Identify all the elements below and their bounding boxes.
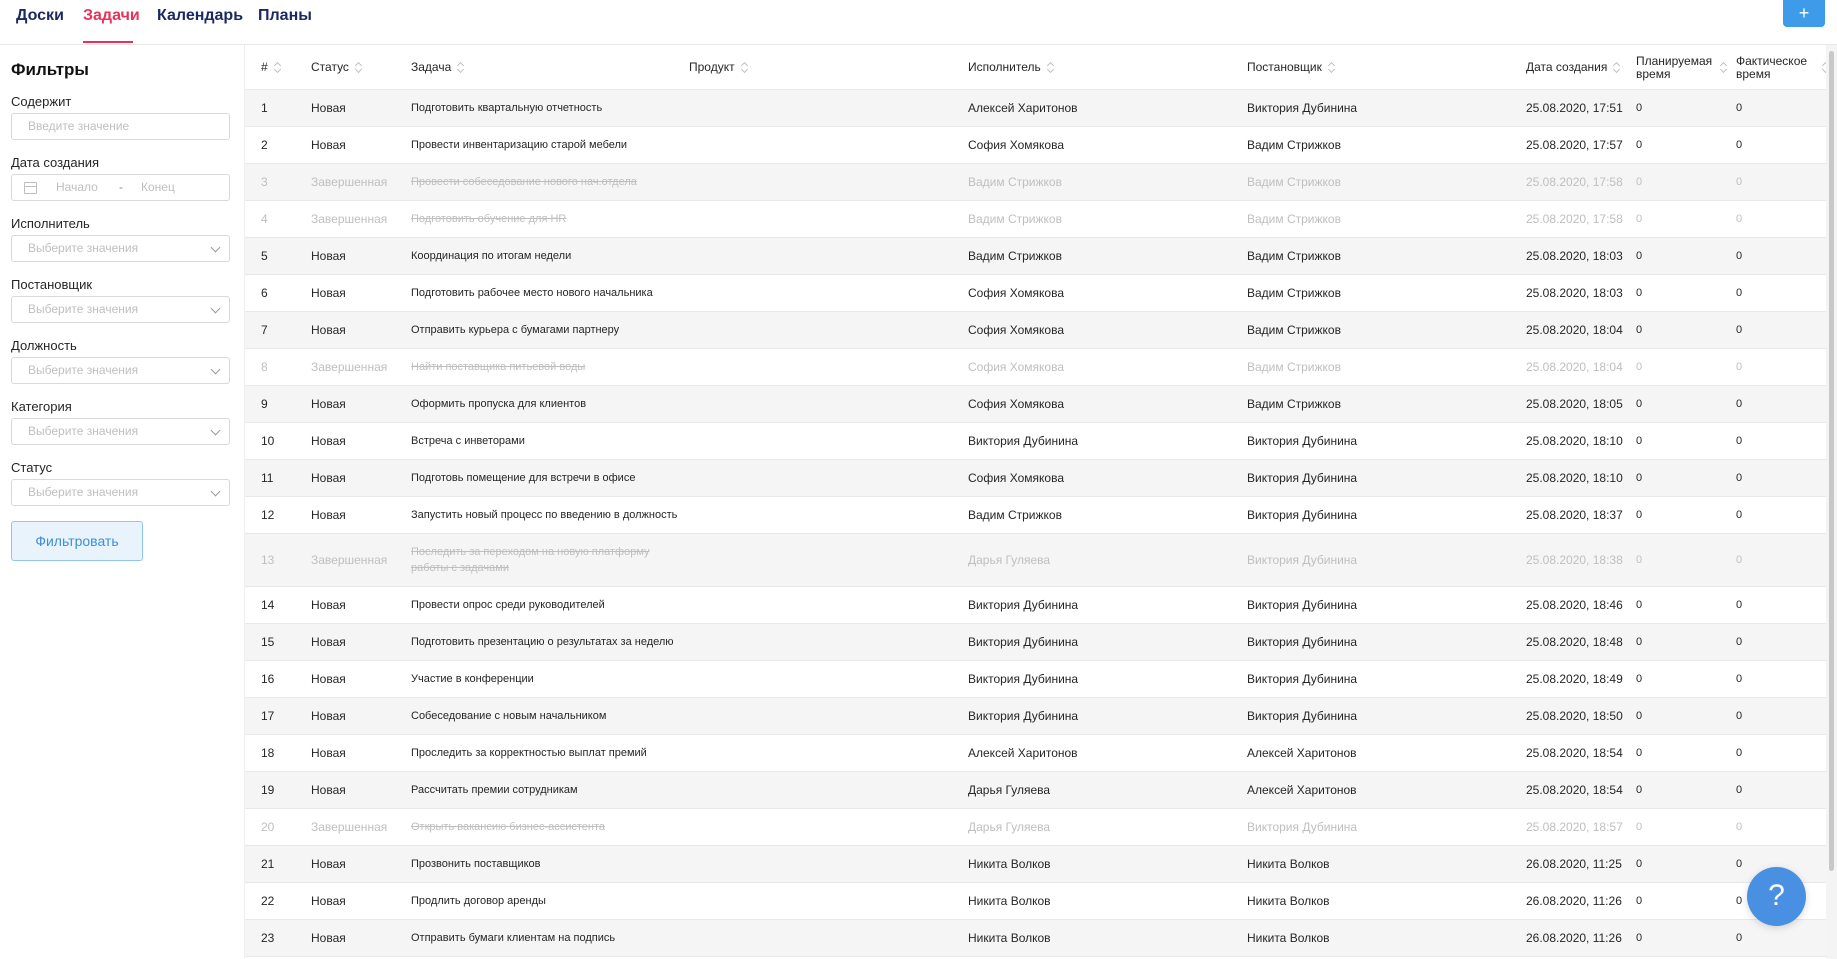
table-row[interactable] <box>245 661 1837 698</box>
cell-task: Провести опрос среди руководителей <box>411 599 605 611</box>
cell-created: 25.08.2020, 18:37 <box>1526 508 1623 522</box>
cell-assignee: Вадим Стрижков <box>968 249 1062 263</box>
cell-reporter: Виктория Дубинина <box>1247 553 1358 567</box>
cell-assignee: Дарья Гуляева <box>968 553 1051 567</box>
cell-created: 25.08.2020, 18:10 <box>1526 471 1623 485</box>
cell-status: Завершенная <box>311 175 388 189</box>
cell-planned-time: 0 <box>1636 599 1643 611</box>
status-placeholder: Выберите значения <box>28 485 139 499</box>
cell-planned-time: 0 <box>1636 554 1643 566</box>
cell-assignee: Вадим Стрижков <box>968 212 1062 226</box>
cell-reporter: Виктория Дубинина <box>1247 598 1358 612</box>
cell-status: Новая <box>311 286 346 300</box>
cell-created: 25.08.2020, 17:58 <box>1526 212 1623 226</box>
cell-planned-time: 0 <box>1636 324 1643 336</box>
filters-sidebar <box>0 45 245 959</box>
cell-actual-time: 0 <box>1736 324 1743 336</box>
cell-planned-time: 0 <box>1636 747 1643 759</box>
cell-reporter: Виктория Дубинина <box>1247 635 1358 649</box>
cell-planned-time: 0 <box>1636 710 1643 722</box>
cell-created: 25.08.2020, 18:54 <box>1526 783 1623 797</box>
cell-reporter: Никита Волков <box>1247 931 1330 945</box>
cell-reporter: Виктория Дубинина <box>1247 820 1358 834</box>
table-row[interactable] <box>245 201 1837 238</box>
cell-status: Новая <box>311 783 346 797</box>
cell-num: 5 <box>261 249 268 263</box>
cell-created: 25.08.2020, 17:57 <box>1526 138 1623 152</box>
cell-status: Новая <box>311 397 346 411</box>
active-tab-indicator <box>83 41 133 43</box>
cell-assignee: Виктория Дубинина <box>968 598 1079 612</box>
cell-planned-time: 0 <box>1636 435 1643 447</box>
sort-icon <box>1047 62 1055 73</box>
position-placeholder: Выберите значения <box>28 363 139 377</box>
cell-planned-time: 0 <box>1636 858 1643 870</box>
cell-reporter: Никита Волков <box>1247 894 1330 908</box>
cell-created: 25.08.2020, 18:38 <box>1526 553 1623 567</box>
cell-actual-time: 0 <box>1736 710 1743 722</box>
cell-created: 25.08.2020, 18:04 <box>1526 323 1623 337</box>
cell-created: 25.08.2020, 18:50 <box>1526 709 1623 723</box>
status-label: Статус <box>11 460 53 475</box>
cell-created: 25.08.2020, 18:54 <box>1526 746 1623 760</box>
tab-boards[interactable]: Доски <box>16 7 64 24</box>
table-row[interactable] <box>245 497 1837 534</box>
sort-icon <box>274 62 282 73</box>
table-row[interactable] <box>245 534 1837 587</box>
cell-reporter: Вадим Стрижков <box>1247 212 1341 226</box>
cell-task: Продлить договор аренды <box>411 895 546 907</box>
cell-created: 26.08.2020, 11:26 <box>1526 931 1622 945</box>
cell-created: 26.08.2020, 11:25 <box>1526 857 1622 871</box>
cell-planned-time: 0 <box>1636 509 1643 521</box>
top-navigation <box>0 0 1837 45</box>
cell-actual-time: 0 <box>1736 932 1743 944</box>
table-row[interactable] <box>245 846 1837 883</box>
cell-assignee: София Хомякова <box>968 397 1065 411</box>
cell-task: Участие в конференции <box>411 673 534 685</box>
assignee-label: Исполнитель <box>11 216 90 231</box>
cell-task: Прозвонить поставщиков <box>411 858 541 870</box>
cell-planned-time: 0 <box>1636 932 1643 944</box>
cell-num: 18 <box>261 746 275 760</box>
category-placeholder: Выберите значения <box>28 424 139 438</box>
cell-status: Новая <box>311 508 346 522</box>
tab-plans[interactable]: Планы <box>258 7 312 24</box>
created-date-label: Дата создания <box>11 155 100 170</box>
cell-assignee: София Хомякова <box>968 286 1065 300</box>
cell-task: Подготовить презентацию о результатах за неделю <box>411 636 674 648</box>
cell-num: 19 <box>261 783 275 797</box>
cell-reporter: Вадим Стрижков <box>1247 175 1341 189</box>
chevron-down-icon <box>211 365 221 375</box>
cell-num: 9 <box>261 397 268 411</box>
scrollbar-thumb[interactable] <box>1829 51 1834 871</box>
cell-reporter: Никита Волков <box>1247 857 1330 871</box>
cell-actual-time: 0 <box>1736 213 1743 225</box>
cell-task: Открыть вакансию бизнес-ассистента <box>411 821 606 833</box>
cell-assignee: София Хомякова <box>968 471 1065 485</box>
cell-status: Завершенная <box>311 553 388 567</box>
cell-planned-time: 0 <box>1636 784 1643 796</box>
cell-reporter: Алексей Харитонов <box>1247 746 1357 760</box>
cell-assignee: Алексей Харитонов <box>968 746 1078 760</box>
table-row[interactable] <box>245 460 1837 497</box>
cell-task: Подготовить квартальную отчетность <box>411 102 603 114</box>
cell-task: Запустить новый процесс по введению в должность <box>411 509 678 521</box>
cell-task: Подготовить рабочее место нового начальника <box>411 287 653 299</box>
table-row[interactable] <box>245 275 1837 312</box>
assignee-placeholder: Выберите значения <box>28 241 139 255</box>
cell-actual-time: 0 <box>1736 509 1743 521</box>
category-label: Категория <box>11 399 72 414</box>
cell-assignee: Алексей Харитонов <box>968 101 1078 115</box>
cell-num: 6 <box>261 286 268 300</box>
cell-created: 25.08.2020, 18:10 <box>1526 434 1623 448</box>
add-task-button[interactable]: + <box>1783 0 1825 27</box>
cell-task: Отправить курьера с бумагами партнеру <box>411 324 620 336</box>
column-header-reporter[interactable]: Постановщик <box>1247 45 1336 90</box>
cell-planned-time: 0 <box>1636 398 1643 410</box>
cell-status: Новая <box>311 598 346 612</box>
cell-task: Подготовить обучение для HR <box>411 213 567 225</box>
cell-actual-time: 0 <box>1736 176 1743 188</box>
cell-assignee: Никита Волков <box>968 931 1051 945</box>
cell-actual-time: 0 <box>1736 287 1743 299</box>
cell-status: Новая <box>311 894 346 908</box>
table-row[interactable] <box>245 587 1837 624</box>
cell-planned-time: 0 <box>1636 472 1643 484</box>
column-header-status[interactable]: Статус <box>311 45 363 90</box>
cell-actual-time: 0 <box>1736 472 1743 484</box>
cell-num: 11 <box>261 471 274 485</box>
cell-reporter: Вадим Стрижков <box>1247 323 1341 337</box>
filter-button[interactable]: Фильтровать <box>11 521 143 561</box>
cell-num: 21 <box>261 857 275 871</box>
cell-reporter: Вадим Стрижков <box>1247 249 1341 263</box>
reporter-label: Постановщик <box>11 277 93 292</box>
sort-icon <box>741 62 749 73</box>
cell-status: Новая <box>311 101 346 115</box>
cell-assignee: Никита Волков <box>968 894 1051 908</box>
cell-created: 25.08.2020, 18:05 <box>1526 397 1623 411</box>
table-row[interactable] <box>245 164 1837 201</box>
column-header-num[interactable]: # <box>261 45 282 90</box>
cell-status: Новая <box>311 249 346 263</box>
sort-icon <box>355 62 363 73</box>
cell-reporter: Алексей Харитонов <box>1247 783 1357 797</box>
cell-num: 23 <box>261 931 275 945</box>
table-row[interactable] <box>245 809 1837 846</box>
cell-task: Последить за переходом на новую платформу работы с задачами <box>411 546 650 574</box>
filters-title: Фильтры <box>11 60 89 79</box>
cell-status: Новая <box>311 709 346 723</box>
cell-task: Оформить пропуска для клиентов <box>411 398 587 410</box>
cell-status: Новая <box>311 323 346 337</box>
cell-assignee: Дарья Гуляева <box>968 783 1051 797</box>
cell-reporter: Виктория Дубинина <box>1247 434 1358 448</box>
cell-actual-time: 0 <box>1736 250 1743 262</box>
table-row[interactable] <box>245 423 1837 460</box>
cell-created: 25.08.2020, 18:03 <box>1526 286 1623 300</box>
cell-num: 7 <box>261 323 268 337</box>
table-row[interactable] <box>245 698 1837 735</box>
assignee-select[interactable] <box>11 235 230 262</box>
cell-task: Координация по итогам недели <box>411 250 572 262</box>
cell-actual-time: 0 <box>1736 784 1743 796</box>
cell-reporter: Вадим Стрижков <box>1247 286 1341 300</box>
table-row[interactable] <box>245 238 1837 275</box>
contains-label: Содержит <box>11 94 72 109</box>
cell-actual-time: 0 <box>1736 139 1743 151</box>
cell-task: Провести собеседование нового нач.отдела <box>411 176 637 188</box>
cell-actual-time: 0 <box>1736 895 1743 907</box>
cell-task: Отправить бумаги клиентам на подпись <box>411 932 616 944</box>
date-end-input[interactable]: Конец <box>141 180 175 194</box>
position-select[interactable] <box>11 357 230 384</box>
cell-assignee: София Хомякова <box>968 138 1065 152</box>
help-button[interactable]: ? <box>1747 867 1806 926</box>
cell-planned-time: 0 <box>1636 636 1643 648</box>
date-range-separator: - <box>119 180 123 194</box>
cell-status: Новая <box>311 857 346 871</box>
cell-status: Новая <box>311 635 346 649</box>
cell-status: Новая <box>311 931 346 945</box>
cell-assignee: Никита Волков <box>968 857 1051 871</box>
column-header-product[interactable]: Продукт <box>689 45 749 90</box>
table-header <box>245 45 1837 90</box>
reporter-placeholder: Выберите значения <box>28 302 139 316</box>
created-date-range-picker[interactable] <box>11 174 230 201</box>
cell-num: 22 <box>261 894 275 908</box>
cell-reporter: Виктория Дубинина <box>1247 672 1358 686</box>
table-row[interactable] <box>245 772 1837 809</box>
cell-actual-time: 0 <box>1736 599 1743 611</box>
cell-assignee: Виктория Дубинина <box>968 635 1079 649</box>
cell-planned-time: 0 <box>1636 250 1643 262</box>
cell-assignee: София Хомякова <box>968 360 1065 374</box>
table-row[interactable] <box>245 735 1837 772</box>
cell-status: Завершенная <box>311 212 388 226</box>
cell-assignee: Виктория Дубинина <box>968 709 1079 723</box>
cell-num: 2 <box>261 138 268 152</box>
cell-reporter: Виктория Дубинина <box>1247 709 1358 723</box>
sort-icon <box>1613 62 1621 73</box>
cell-reporter: Виктория Дубинина <box>1247 101 1358 115</box>
table-row[interactable] <box>245 127 1837 164</box>
cell-actual-time: 0 <box>1736 636 1743 648</box>
cell-task: Найти поставщика питьевой воды <box>411 361 586 373</box>
cell-planned-time: 0 <box>1636 213 1643 225</box>
cell-assignee: Виктория Дубинина <box>968 434 1079 448</box>
cell-planned-time: 0 <box>1636 895 1643 907</box>
cell-planned-time: 0 <box>1636 139 1643 151</box>
cell-num: 15 <box>261 635 275 649</box>
cell-assignee: Дарья Гуляева <box>968 820 1051 834</box>
cell-actual-time: 0 <box>1736 398 1743 410</box>
table-row[interactable] <box>245 624 1837 661</box>
date-start-input[interactable]: Начало <box>56 180 98 194</box>
tab-calendar[interactable]: Календарь <box>157 7 244 24</box>
cell-actual-time: 0 <box>1736 435 1743 447</box>
cell-created: 25.08.2020, 18:48 <box>1526 635 1623 649</box>
cell-created: 25.08.2020, 18:04 <box>1526 360 1623 374</box>
table-row[interactable] <box>245 90 1837 127</box>
table-scrollbar[interactable] <box>1826 45 1837 959</box>
cell-num: 20 <box>261 820 275 834</box>
cell-num: 16 <box>261 672 275 686</box>
cell-planned-time: 0 <box>1636 287 1643 299</box>
status-select[interactable] <box>11 479 230 506</box>
cell-task: Провести инвентаризацию старой мебели <box>411 139 628 151</box>
cell-created: 26.08.2020, 11:26 <box>1526 894 1622 908</box>
cell-status: Новая <box>311 434 346 448</box>
cell-num: 12 <box>261 508 275 522</box>
cell-actual-time: 0 <box>1736 361 1743 373</box>
cell-actual-time: 0 <box>1736 673 1743 685</box>
cell-actual-time: 0 <box>1736 554 1743 566</box>
cell-reporter: Виктория Дубинина <box>1247 471 1358 485</box>
cell-status: Завершенная <box>311 360 388 374</box>
cell-created: 25.08.2020, 18:49 <box>1526 672 1623 686</box>
sort-icon <box>457 62 465 73</box>
reporter-select[interactable] <box>11 296 230 323</box>
cell-status: Завершенная <box>311 820 388 834</box>
cell-task: Собеседование с новым начальником <box>411 710 607 722</box>
cell-planned-time: 0 <box>1636 176 1643 188</box>
cell-reporter: Вадим Стрижков <box>1247 397 1341 411</box>
column-header-assignee[interactable]: Исполнитель <box>968 45 1055 90</box>
cell-actual-time: 0 <box>1736 102 1743 114</box>
cell-created: 25.08.2020, 17:58 <box>1526 175 1623 189</box>
column-header-created[interactable]: Дата создания <box>1526 45 1621 90</box>
cell-status: Новая <box>311 746 346 760</box>
cell-num: 8 <box>261 360 268 374</box>
cell-num: 14 <box>261 598 275 612</box>
cell-status: Новая <box>311 138 346 152</box>
cell-task: Подготовь помещение для встречи в офисе <box>411 472 636 484</box>
cell-planned-time: 0 <box>1636 673 1643 685</box>
cell-num: 17 <box>261 709 275 723</box>
column-header-actual-time[interactable]: Фактическое время <box>1736 45 1830 90</box>
cell-status: Новая <box>311 672 346 686</box>
cell-reporter: Вадим Стрижков <box>1247 360 1341 374</box>
chevron-down-icon <box>211 304 221 314</box>
cell-planned-time: 0 <box>1636 102 1643 114</box>
calendar-icon <box>24 182 37 194</box>
table-row[interactable] <box>245 349 1837 386</box>
table-row[interactable] <box>245 312 1837 349</box>
table-row[interactable] <box>245 386 1837 423</box>
cell-assignee: Виктория Дубинина <box>968 672 1079 686</box>
cell-task: Встреча с инветорами <box>411 435 525 447</box>
cell-num: 4 <box>261 212 268 226</box>
cell-num: 13 <box>261 553 275 567</box>
sort-icon <box>1328 62 1336 73</box>
cell-assignee: София Хомякова <box>968 323 1065 337</box>
column-header-task[interactable]: Задача <box>411 45 465 90</box>
table-row[interactable] <box>245 883 1837 920</box>
cell-created: 25.08.2020, 17:51 <box>1526 101 1623 115</box>
tab-tasks[interactable]: Задачи <box>83 7 140 24</box>
cell-actual-time: 0 <box>1736 821 1743 833</box>
position-label: Должность <box>11 338 77 353</box>
cell-planned-time: 0 <box>1636 821 1643 833</box>
cell-created: 25.08.2020, 18:46 <box>1526 598 1623 612</box>
cell-actual-time: 0 <box>1736 858 1743 870</box>
cell-task: Рассчитать премии сотрудникам <box>411 784 578 796</box>
tasks-table <box>245 45 1837 959</box>
column-header-planned-time[interactable]: Планируемая время <box>1636 45 1728 90</box>
table-row[interactable] <box>245 920 1837 957</box>
chevron-down-icon <box>211 487 221 497</box>
sort-icon <box>1720 62 1728 73</box>
cell-actual-time: 0 <box>1736 747 1743 759</box>
cell-created: 25.08.2020, 18:57 <box>1526 820 1623 834</box>
chevron-down-icon <box>211 243 221 253</box>
cell-created: 25.08.2020, 18:03 <box>1526 249 1623 263</box>
category-select[interactable] <box>11 418 230 445</box>
cell-planned-time: 0 <box>1636 361 1643 373</box>
cell-task: Проследить за корректностью выплат премий <box>411 747 647 759</box>
cell-reporter: Вадим Стрижков <box>1247 138 1341 152</box>
cell-reporter: Виктория Дубинина <box>1247 508 1358 522</box>
cell-num: 3 <box>261 175 268 189</box>
contains-input[interactable]: Введите значение <box>11 113 230 140</box>
chevron-down-icon <box>211 426 221 436</box>
cell-status: Новая <box>311 471 346 485</box>
cell-num: 10 <box>261 434 275 448</box>
cell-assignee: Вадим Стрижков <box>968 175 1062 189</box>
cell-assignee: Вадим Стрижков <box>968 508 1062 522</box>
cell-num: 1 <box>261 101 268 115</box>
